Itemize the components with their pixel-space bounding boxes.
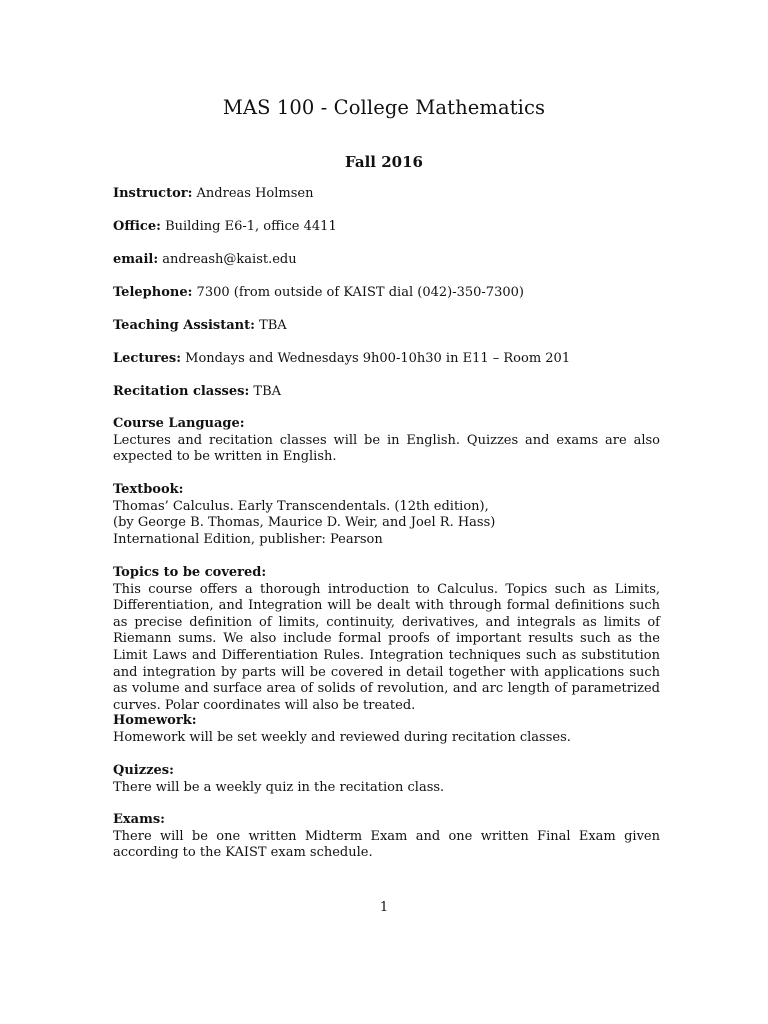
lectures-value: Mondays and Wednesdays 9h00-10h30 in E11 – Room 201 [185,351,571,366]
homework-section [113,713,660,746]
recitation-value: TBA [253,384,282,399]
exams-section [113,812,660,862]
exams-heading: Exams: [113,812,165,827]
topics-section [113,565,660,714]
email-field [113,252,673,268]
telephone-value: 7300 (from outside of KAIST dial (042)-350-7300) [196,285,524,300]
teaching-assistant-label: Teaching Assistant: [113,318,255,333]
course-term: Fall 2016 [345,153,423,171]
textbook-section [113,482,660,548]
instructor-value: Andreas Holmsen [196,186,314,201]
office-value: Building E6-1, office 4411 [165,219,337,234]
teaching-assistant-value: TBA [259,318,287,333]
topics-heading: Topics to be covered: [113,565,267,580]
homework-text: Homework will be set weekly and reviewed during recitation classes. [113,729,571,745]
instructor-label: Instructor: [113,186,193,201]
textbook-line: International Edition, publisher: Pearson [113,531,383,547]
email-label: email: [113,252,159,267]
page-number: 1 [379,900,389,915]
telephone-field [113,285,673,301]
office-field [113,219,673,235]
course-language-section [113,416,660,466]
quizzes-section [113,763,660,796]
textbook-heading: Textbook: [113,482,184,497]
recitation-label: Recitation classes: [113,384,250,399]
textbook-line: (by George B. Thomas, Maurice D. Weir, and Joel R. Hass) [113,515,496,531]
course-language-text: Lectures and recitation classes will be in English. Quizzes and exams are also expected to be written in English. [113,432,660,465]
exams-text: There will be one written Midterm Exam and one written Final Exam given according to the KAIST exam schedule. [113,828,660,861]
textbook-line: Thomas’ Calculus. Early Transcendentals. (12th edition), [113,498,489,514]
lectures-label: Lectures: [113,351,182,366]
telephone-label: Telephone: [113,285,193,300]
quizzes-text: There will be a weekly quiz in the recitation class. [113,779,445,795]
course-title: MAS 100 - College Mathematics [222,96,546,119]
teaching-assistant-field [113,318,673,334]
office-label: Office: [113,219,161,234]
topics-text: This course offers a thorough introduction to Calculus. Topics such as Limits, Differentiation, and Integration will be dealt with through formal definitions such as precise definition of limits, continuity, derivatives, and integrals as limits of Riemann sums. We also include formal proofs of important results such as the Limit Laws and Differentiation Rules. Integration techniques such as substitution and integration by parts will be covered in detail together with applications such as volume and surface area of solids of revolution, and arc length of parametrized curves. Polar coordinates will also be treated. [113,581,660,713]
course-language-heading: Course Language: [113,416,245,431]
email-value: andreash@kaist.edu [162,252,297,267]
homework-heading: Homework: [113,713,197,728]
instructor-field [113,186,673,202]
recitation-field [113,384,673,400]
lectures-field [113,351,673,367]
quizzes-heading: Quizzes: [113,763,174,778]
